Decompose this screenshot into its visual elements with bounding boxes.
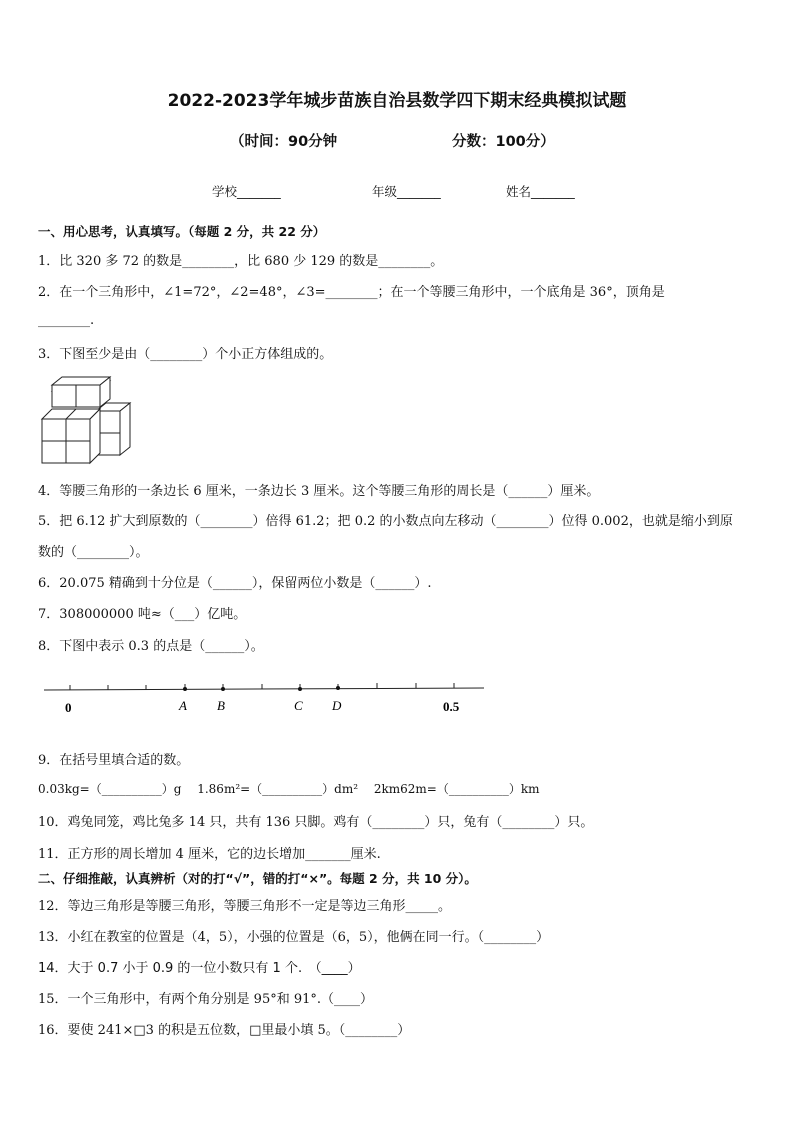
question-11: 11．正方形的周长增加 4 厘米，它的边长增加_______厘米.	[38, 847, 381, 862]
numberline-point-b: B	[217, 698, 225, 713]
name-field: 姓名_______	[506, 184, 575, 199]
question-5-cont: 数的（________）。	[38, 545, 149, 560]
question-4: 4．等腰三角形的一条边长 6 厘米，一条边长 3 厘米。这个等腰三角形的周长是（______）厘米。	[38, 484, 600, 499]
numberline-end-label: 0.5	[443, 699, 460, 714]
question-14: 14．大于 0.7 小于 0.9 的一位小数只有 1 个. （____）	[38, 961, 361, 976]
exam-score: 分数：100分）	[452, 134, 555, 150]
section-2-heading: 二、仔细推敲，认真辨析（对的打“√”，错的打“×”。每题 2 分，共 10 分）。	[38, 871, 477, 886]
section-1-heading: 一、用心思考，认真填写。（每题 2 分，共 22 分）	[38, 224, 326, 239]
question-1: 1．比 320 多 72 的数是________，比 680 少 129 的数是________。	[38, 254, 444, 269]
question-2: 2．在一个三角形中，∠1=72°，∠2=48°，∠3=________；在一个等腰三角形中，一个底角是 36°，顶角是	[38, 285, 665, 300]
numberline-point-a: A	[179, 698, 187, 713]
numberline-point-d: D	[332, 698, 342, 713]
question-12: 12．等边三角形是等腰三角形，等腰三角形不一定是等边三角形_____。	[38, 899, 452, 914]
exam-title: 2022-2023学年城步苗族自治县数学四下期末经典模拟试题	[167, 91, 627, 111]
exam-time: （时间：90分钟	[230, 134, 338, 150]
question-10: 10．鸡兔同笼，鸡比兔多 14 只，共有 136 只脚。鸡有（________）只，兔有（________）只。	[38, 815, 594, 830]
question-13: 13．小红在教室的位置是（4，5），小强的位置是（6，5），他俩在同一行。（________）	[38, 930, 550, 945]
school-field: 学校_______	[212, 184, 281, 199]
question-3: 3．下图至少是由（________）个小正方体组成的。	[38, 347, 333, 362]
question-15: 15．一个三角形中，有两个角分别是 95°和 91°.（____）	[38, 992, 374, 1007]
number-line	[38, 672, 488, 722]
question-8: 8．下图中表示 0.3 的点是（______）。	[38, 639, 264, 654]
question-7: 7．308000000 吨≈（___）亿吨。	[38, 607, 247, 622]
grade-field: 年级_______	[372, 184, 441, 199]
cubes-figure	[38, 375, 138, 467]
question-6: 6．20.075 精确到十分位是（______），保留两位小数是（______）.	[38, 576, 432, 591]
question-9: 9．在括号里填合适的数。	[38, 753, 190, 768]
numberline-point-c: C	[294, 698, 303, 713]
question-5: 5．把 6.12 扩大到原数的（________）倍得 61.2；把 0.2 的小数点向左移动（________）位得 0.002，也就是缩小到原	[38, 514, 733, 529]
question-16: 16．要使 241×□3 的积是五位数，□里最小填 5。（________）	[38, 1023, 411, 1038]
numberline-zero-label: 0	[65, 700, 72, 715]
question-2-cont: ________.	[38, 313, 95, 328]
question-9-items: 0.03kg=（__________）g 1.86m²=（__________）dm² 2km62m=（__________）km	[38, 782, 540, 796]
